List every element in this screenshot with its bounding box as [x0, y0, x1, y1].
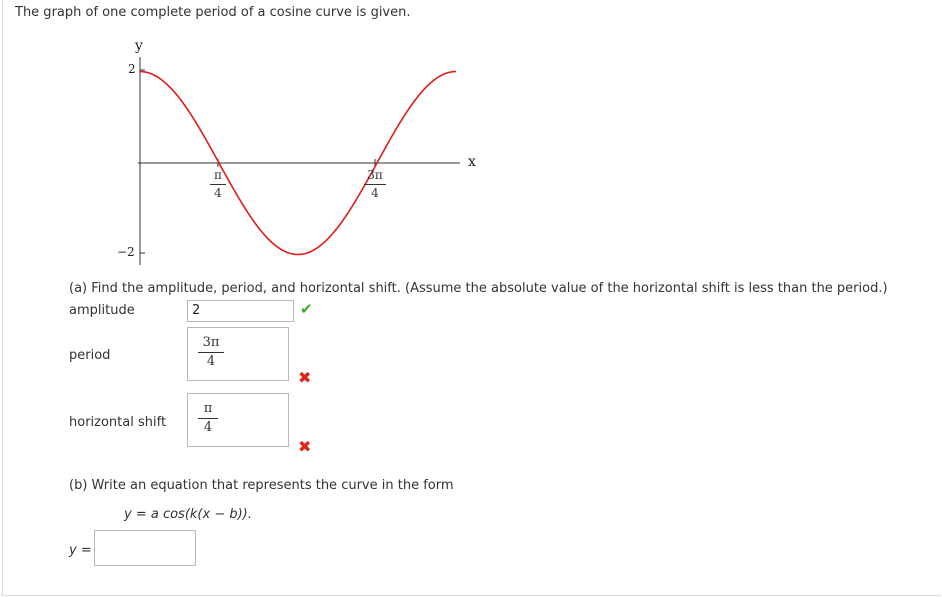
equation-answer-label: y = — [69, 543, 92, 558]
tick-denominator: 4 — [214, 186, 222, 200]
horizontal-shift-input[interactable] — [187, 393, 289, 447]
period-input[interactable] — [187, 327, 289, 381]
shift-denominator: 4 — [203, 420, 213, 435]
tick-numerator: π — [214, 168, 222, 182]
y-tick-label-bottom: −2 — [117, 245, 135, 259]
x-axis-label: x — [468, 154, 476, 170]
part-a-prompt: (a) Find the amplitude, period, and horizontal shift. (Assume the absolute value of the horizontal shift is less than the period.) — [69, 281, 888, 296]
check-icon: ✔ — [300, 300, 313, 318]
fraction-bar — [198, 352, 224, 353]
x-tick-label-3pi-4 — [364, 168, 386, 200]
amplitude-value: 2 — [192, 303, 201, 318]
y-axis-label: y — [135, 38, 143, 54]
y-tick-label-top: 2 — [128, 62, 136, 76]
x-mark-icon: ✖ — [298, 437, 312, 456]
amplitude-label: amplitude — [69, 303, 135, 318]
tick-numerator: 3π — [367, 168, 383, 182]
equation-answer-input[interactable] — [94, 530, 196, 566]
question-intro: The graph of one complete period of a cosine curve is given. — [15, 5, 411, 20]
horizontal-shift-label: horizontal shift — [69, 415, 167, 430]
part-b-prompt: (b) Write an equation that represents the curve in the form — [69, 478, 454, 493]
amplitude-input[interactable] — [187, 300, 294, 322]
period-label: period — [69, 348, 111, 363]
equation-form: y = a cos(k(x − b)). — [124, 507, 252, 522]
period-fraction — [198, 335, 224, 369]
fraction-bar — [198, 418, 218, 419]
x-tick-label-pi-4 — [210, 168, 226, 200]
period-numerator: 3π — [202, 335, 220, 350]
x-mark-icon: ✖ — [298, 368, 312, 387]
period-denominator: 4 — [206, 354, 216, 369]
shift-fraction — [198, 401, 218, 435]
fraction-bar — [210, 184, 226, 185]
shift-numerator: π — [203, 401, 213, 416]
fraction-bar — [364, 184, 386, 185]
tick-denominator: 4 — [371, 186, 379, 200]
